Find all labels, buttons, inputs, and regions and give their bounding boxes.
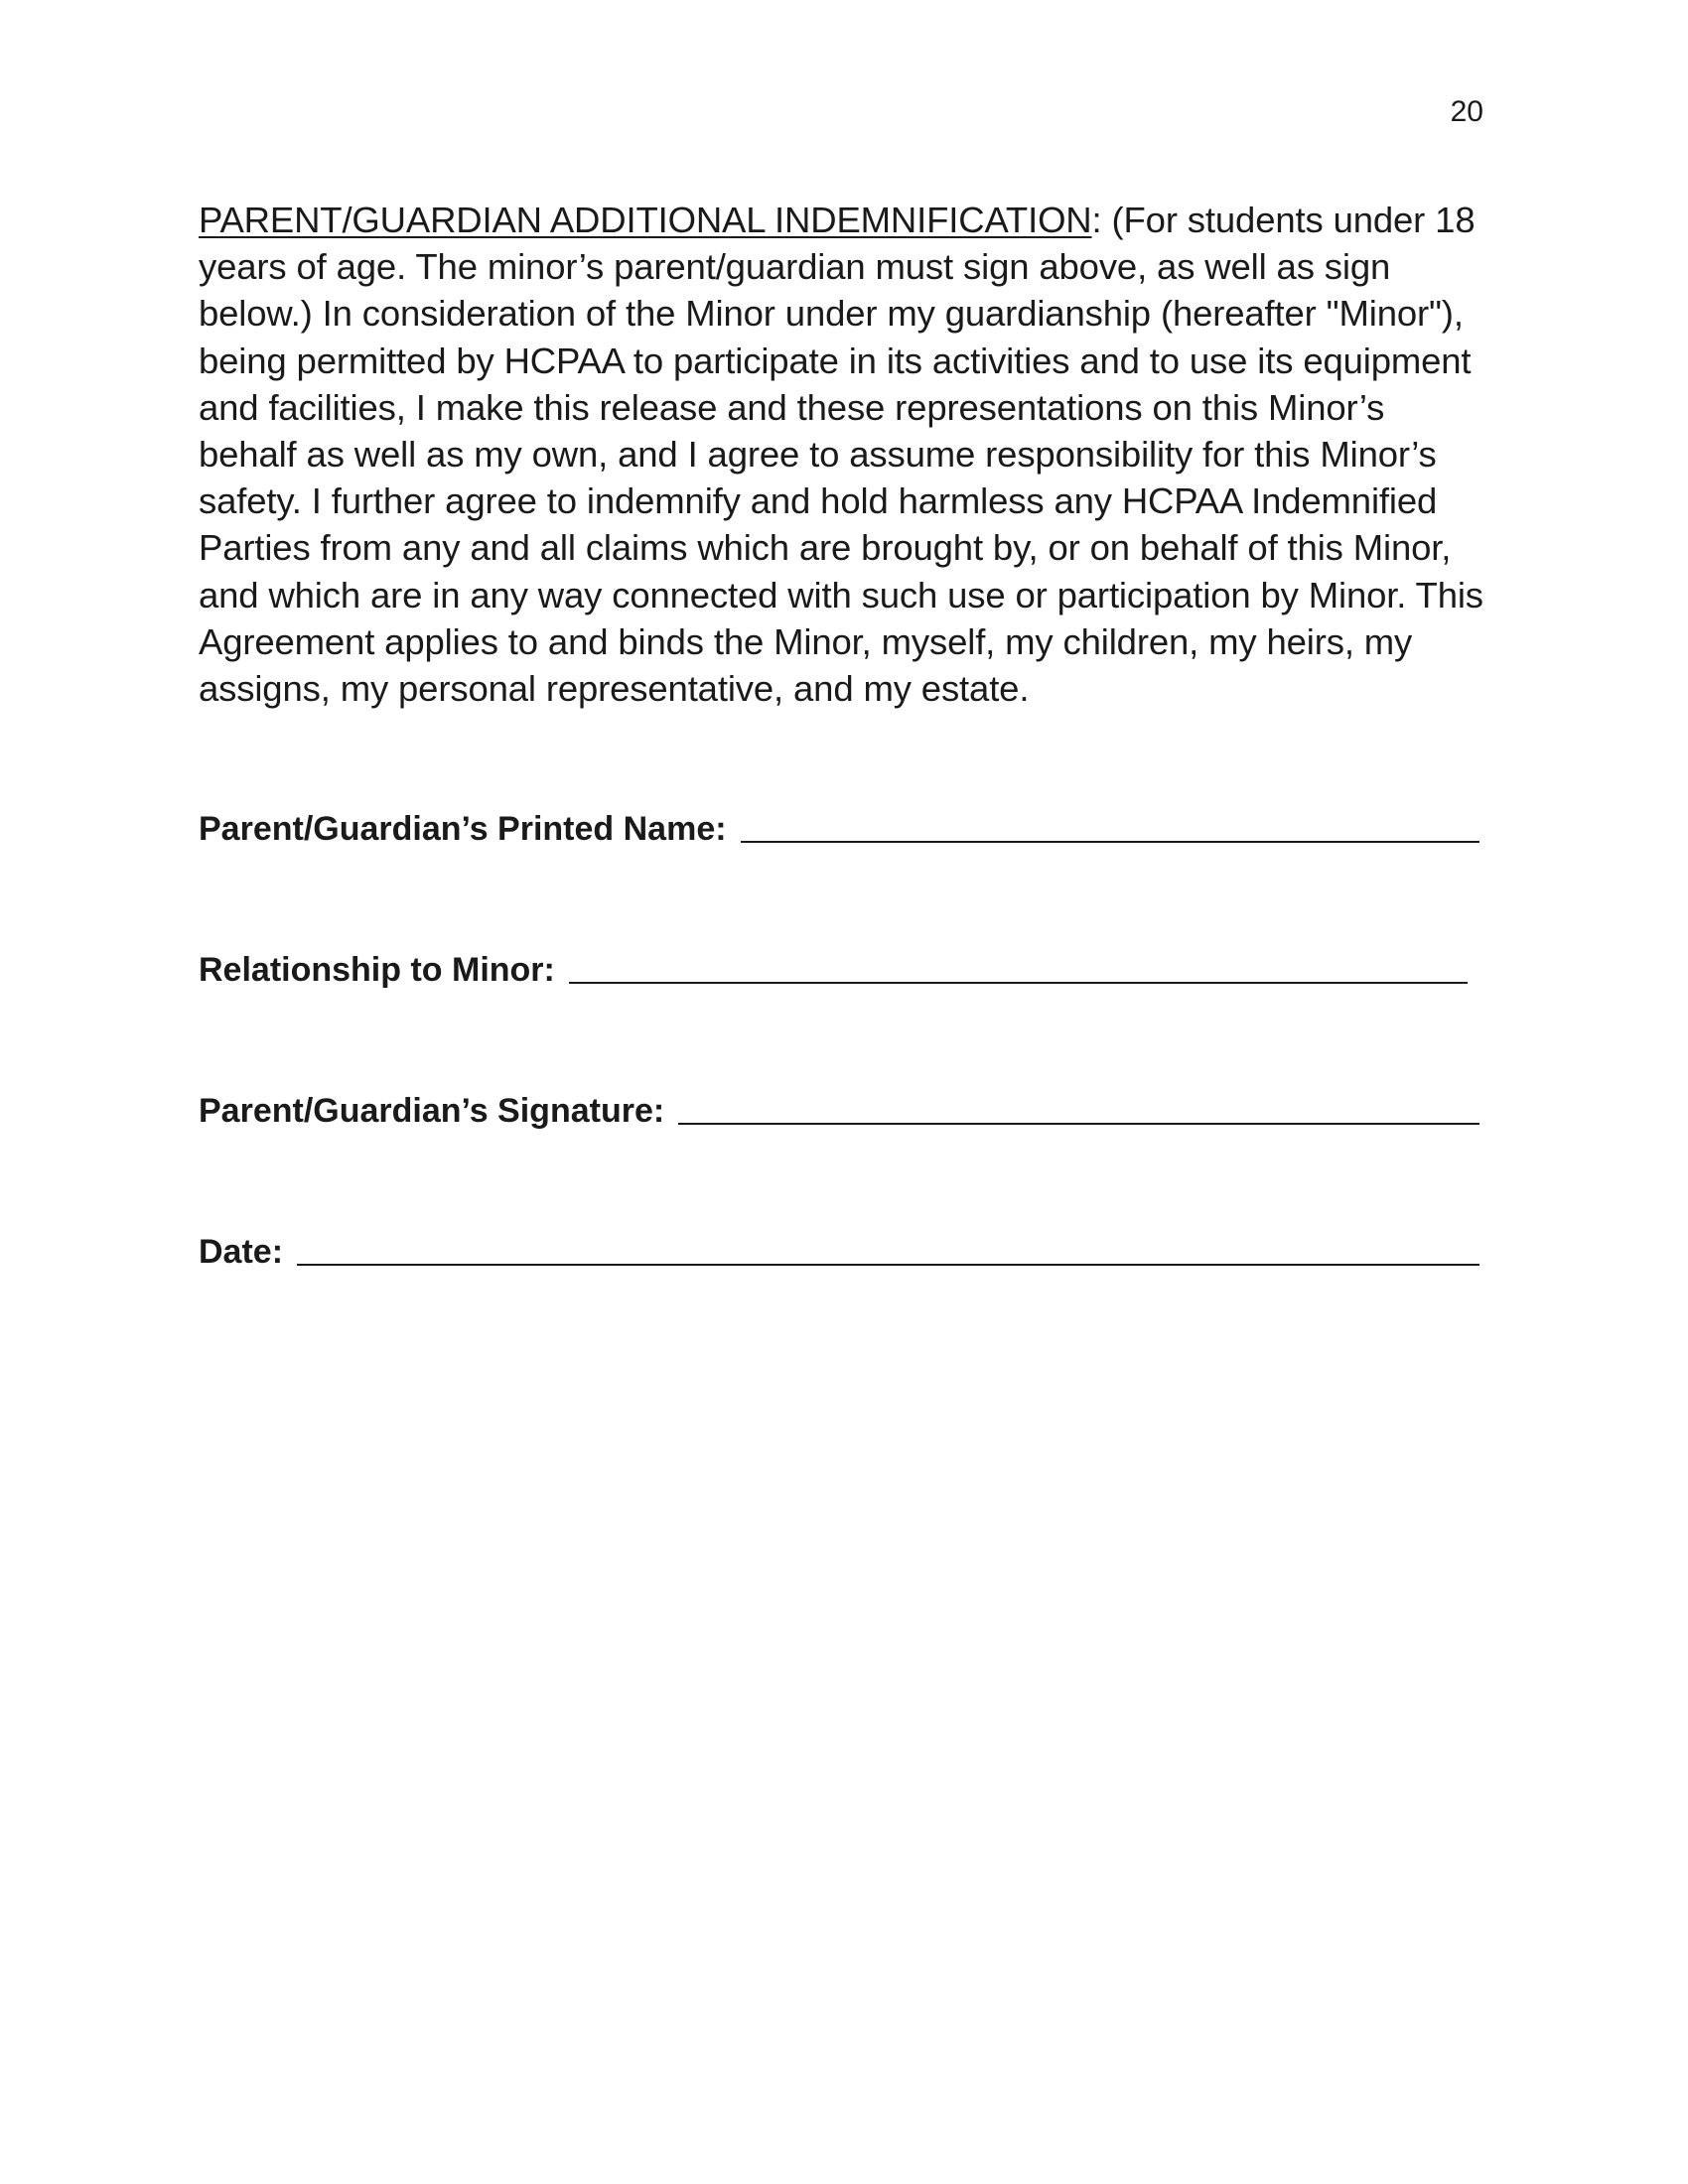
signature-label: Parent/Guardian’s Signature: [199,1092,665,1130]
relationship-field [199,953,1479,987]
section-heading: PARENT/GUARDIAN ADDITIONAL INDEMNIFICATION [199,200,1092,240]
section-body-text: : (For students under 18 years of age. The minor’s parent/guardian must sign above, as well as sign below.) In consideration of the Minor under my guardianship (hereafter "Minor"), being permitted by HCPAA to participate in its activities and to use its equipment and facilities, I make this release and these representations on this Minor’s behalf as well as my own, and I agree to assume responsibility for this Minor’s safety. I further agree to indemnify and hold harmless any HCPAA Indemnified Parties from any and all claims which are brought by, or on behalf of this Minor, and which are in any way connected with such use or participation by Minor. This Agreement applies to and binds the Minor, myself, my children, my heirs, my assigns, my personal representative, and my estate. [199,200,1483,710]
signature-line[interactable] [678,1123,1479,1125]
date-label: Date: [199,1233,284,1271]
signature-field [199,1094,1479,1128]
relationship-line[interactable] [569,982,1468,984]
date-field [199,1235,1479,1269]
printed-name-line[interactable] [741,841,1479,843]
indemnification-section [199,197,1489,712]
printed-name-label: Parent/Guardian’s Printed Name: [199,810,727,848]
date-line[interactable] [297,1264,1479,1266]
page-number: 20 [1450,95,1483,128]
printed-name-field [199,812,1479,846]
relationship-label: Relationship to Minor: [199,951,555,989]
indemnification-paragraph [199,197,1489,712]
